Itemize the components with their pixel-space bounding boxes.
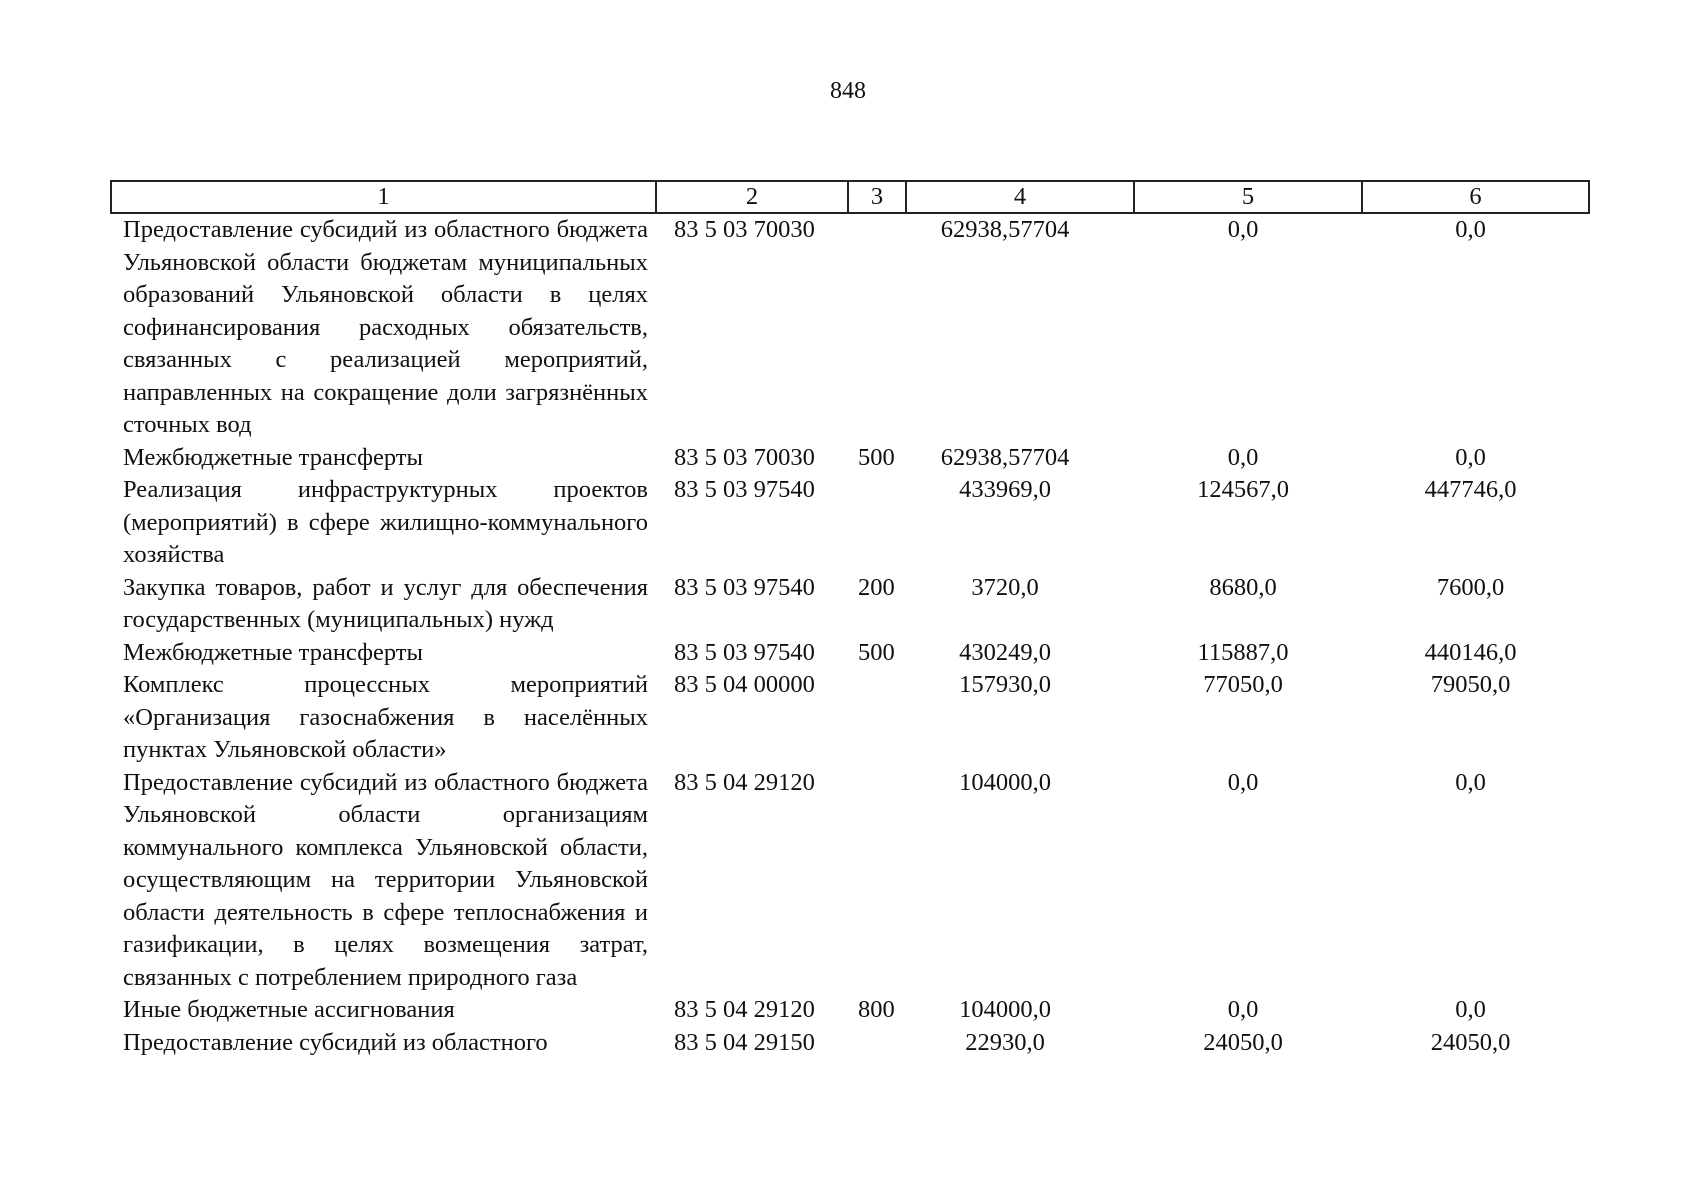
row-value-6: 447746,0 (1424, 476, 1517, 503)
table-row (111, 474, 1589, 572)
row-code: 83 5 04 29120 (674, 768, 815, 796)
budget-table (110, 180, 1590, 1059)
table-row (111, 213, 1589, 442)
row-value-4: 104000,0 (959, 996, 1051, 1023)
table-row (111, 994, 1589, 1027)
row-type: 200 (858, 573, 895, 601)
column-header: 2 (656, 181, 848, 213)
row-type (848, 669, 906, 767)
column-header: 1 (111, 181, 656, 213)
table-row (111, 572, 1589, 637)
table-row (111, 669, 1589, 767)
row-name: Иные бюджетные ассигнования (123, 996, 455, 1023)
row-value-6: 0,0 (1455, 768, 1486, 796)
row-name: Предоставление субсидий из областного (123, 1028, 548, 1056)
row-value-6: 0,0 (1455, 443, 1486, 471)
row-value-6: 0,0 (1455, 996, 1486, 1023)
row-code: 83 5 03 70030 (674, 216, 815, 243)
column-header: 4 (906, 181, 1134, 213)
row-type: 500 (858, 443, 895, 471)
row-code: 83 5 04 29150 (674, 1028, 815, 1056)
row-value-5: 124567,0 (1197, 476, 1289, 503)
row-value-4: 22930,0 (965, 1028, 1045, 1056)
row-value-5: 0,0 (1227, 768, 1259, 796)
row-value-6: 24050,0 (1430, 1028, 1511, 1056)
column-header: 6 (1362, 181, 1589, 213)
row-name: Межбюджетные трансферты (123, 443, 423, 471)
row-value-5: 0,0 (1227, 996, 1259, 1023)
page-number: 848 (830, 78, 866, 104)
row-code: 83 5 03 97540 (674, 476, 815, 503)
table-row (111, 767, 1589, 995)
row-code: 83 5 04 00000 (674, 671, 815, 698)
row-value-6: 79050,0 (1430, 671, 1511, 698)
row-type (848, 213, 906, 442)
row-value-5: 115887,0 (1197, 638, 1289, 666)
row-value-6: 440146,0 (1424, 638, 1517, 666)
row-name: Межбюджетные трансферты (123, 638, 423, 666)
row-type: 500 (858, 638, 895, 666)
row-code: 83 5 03 70030 (674, 443, 815, 471)
table-row (111, 637, 1589, 670)
row-type (848, 767, 906, 995)
row-name: Предоставление субсидий из областного бюджета Ульяновской области бюджетам муниципальных образований Ульяновской области в целях софинансирования расходных обязательств, связанных с реализацией мероприятий, направленных на сокращение доли загрязнённых сточных вод (123, 216, 648, 438)
row-name: Предоставление субсидий из областного бюджета Ульяновской области организациям коммунального комплекса Ульяновской области, осуществляющим на территории Ульяновской области деятельность в сфере теплоснабжения и газификации, в целях возмещения затрат, связанных с потреблением природного газа (123, 768, 648, 991)
row-value-4: 62938,57704 (940, 443, 1070, 471)
column-header: 5 (1134, 181, 1362, 213)
row-type (848, 1027, 906, 1060)
row-name: Реализация инфраструктурных проектов (мероприятий) в сфере жилищно-коммунального хозяйства (123, 476, 648, 568)
column-header: 3 (848, 181, 906, 213)
row-value-4: 62938,57704 (940, 216, 1070, 243)
row-value-4: 430249,0 (959, 638, 1051, 666)
row-value-5: 0,0 (1227, 216, 1259, 243)
row-type (848, 474, 906, 572)
row-name: Комплекс процессных мероприятий «Организация газоснабжения в населённых пунктах Ульяновской области» (123, 671, 648, 763)
row-value-4: 3720,0 (971, 573, 1039, 601)
row-code: 83 5 03 97540 (674, 573, 815, 601)
row-value-4: 157930,0 (959, 671, 1051, 698)
row-value-6: 0,0 (1455, 216, 1486, 243)
row-value-5: 24050,0 (1203, 1028, 1283, 1056)
row-value-5: 77050,0 (1203, 671, 1283, 698)
table-row (111, 442, 1589, 475)
row-type: 800 (858, 996, 895, 1023)
row-code: 83 5 04 29120 (674, 996, 815, 1023)
row-value-5: 0,0 (1227, 443, 1259, 471)
row-value-5: 8680,0 (1209, 573, 1277, 601)
header-row (111, 181, 1589, 213)
row-name: Закупка товаров, работ и услуг для обеспечения государственных (муниципальных) нужд (123, 573, 648, 633)
row-code: 83 5 03 97540 (674, 638, 815, 666)
row-value-6: 7600,0 (1436, 573, 1505, 601)
row-value-4: 104000,0 (959, 768, 1051, 796)
table-row (111, 1027, 1589, 1060)
row-value-4: 433969,0 (959, 476, 1051, 503)
